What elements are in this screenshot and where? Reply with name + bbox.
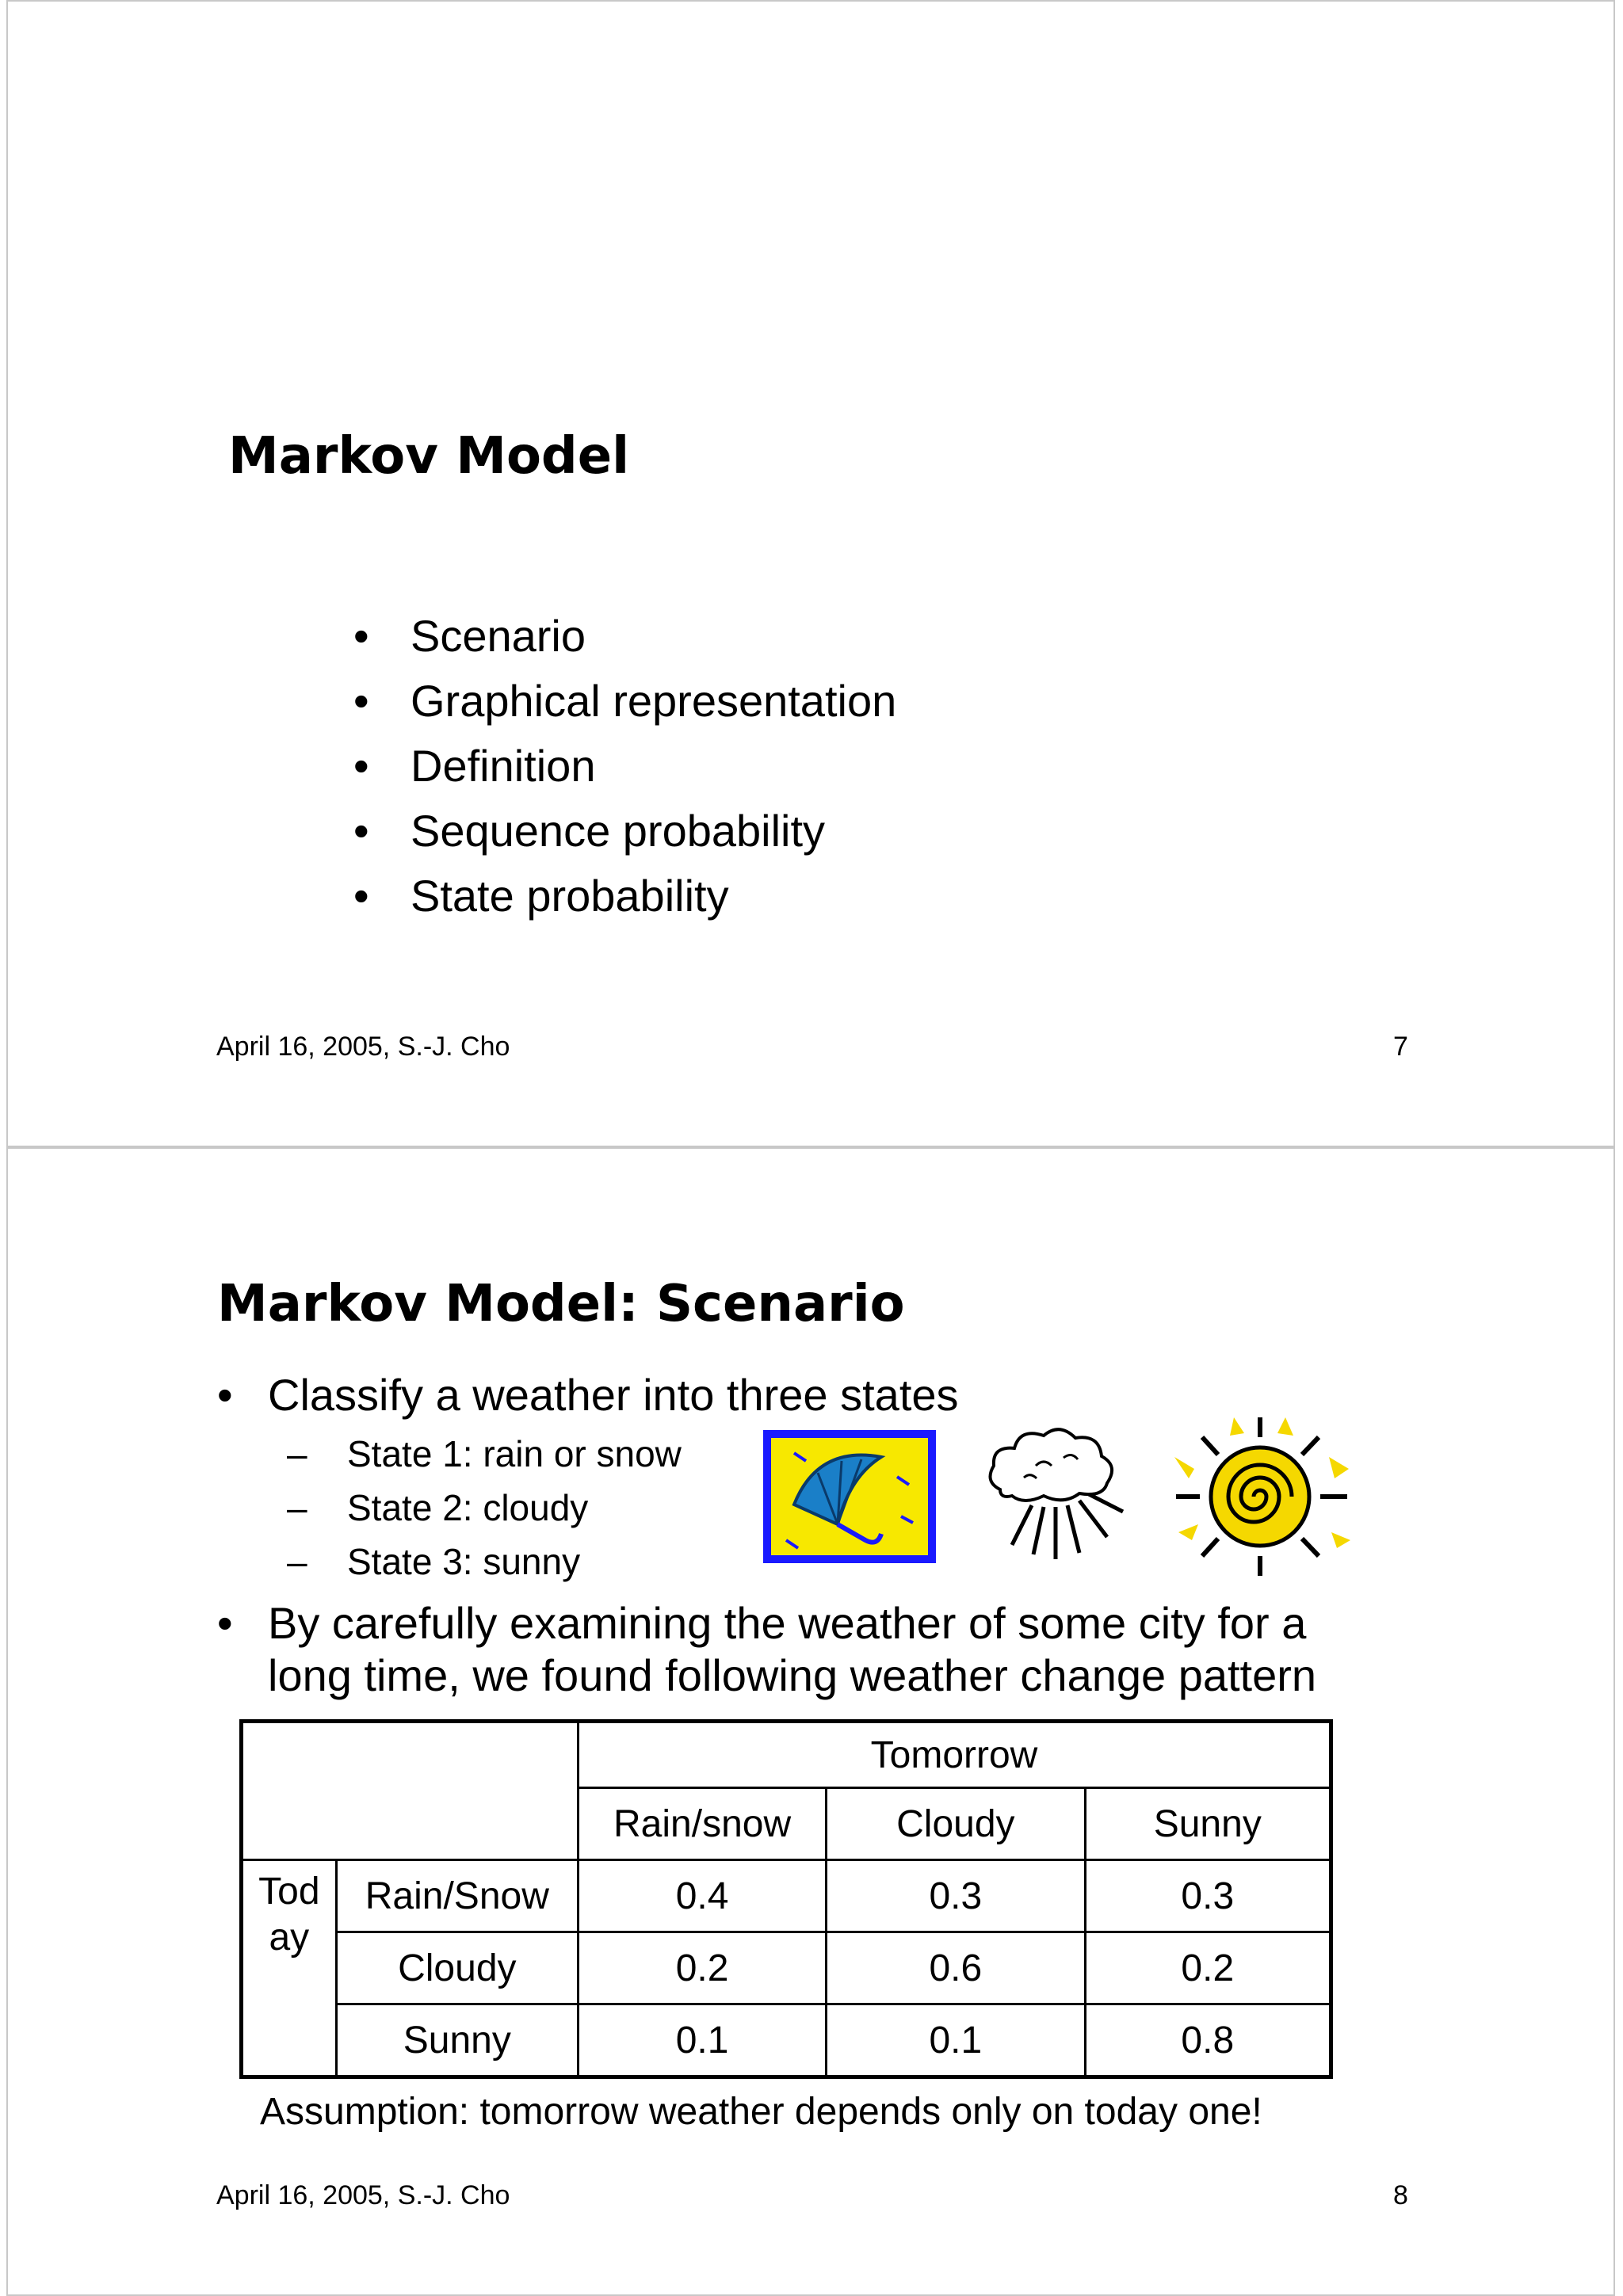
col-header: Sunny xyxy=(1085,1788,1331,1860)
slide-title: Markov Model xyxy=(228,427,630,486)
bullet-marker: • xyxy=(217,1598,233,1648)
sub-bullet xyxy=(287,1486,588,1529)
bullet-text-line2: long time, we found following weather change pattern xyxy=(268,1650,1317,1700)
bullet-examining-cont xyxy=(217,1650,1316,1701)
table-row xyxy=(242,1932,1331,2004)
list-item: • State probability xyxy=(353,864,896,929)
table-cell: 0.3 xyxy=(1085,1860,1331,1932)
list-item: • Graphical representation xyxy=(353,669,896,734)
table-row xyxy=(242,2004,1331,2077)
sub-bullet-text: State 2: cloudy xyxy=(347,1487,589,1528)
today-label-line1: Tod xyxy=(258,1871,320,1913)
transition-table xyxy=(239,1719,1333,2079)
list-item: • Scenario xyxy=(353,604,896,669)
row-label: Cloudy xyxy=(336,1932,578,2004)
col-header: Rain/snow xyxy=(578,1788,826,1860)
bullet-text-line1: By carefully examining the weather of some city for a xyxy=(268,1598,1307,1648)
page-number: 8 xyxy=(1393,2180,1408,2210)
sun-icon xyxy=(1167,1413,1357,1580)
footer-date-author: April 16, 2005, S.-J. Cho xyxy=(216,2180,510,2210)
bullet-list xyxy=(353,604,896,929)
dash-marker: – xyxy=(287,1433,307,1474)
table-cell: 0.1 xyxy=(827,2004,1085,2077)
tomorrow-header: Tomorrow xyxy=(578,1722,1331,1788)
table-cell: 0.4 xyxy=(578,1860,826,1932)
footer-date-author: April 16, 2005, S.-J. Cho xyxy=(216,1032,510,1062)
row-label: Sunny xyxy=(336,2004,578,2077)
bullet-classify xyxy=(217,1369,959,1421)
col-header: Cloudy xyxy=(827,1788,1085,1860)
today-label xyxy=(242,1860,337,2077)
list-item: • Sequence probability xyxy=(353,799,896,864)
slide-title: Markov Model: Scenario xyxy=(217,1275,905,1333)
table-cell: 0.3 xyxy=(827,1860,1085,1932)
bullet-text: Classify a weather into three states xyxy=(268,1370,959,1420)
table-cell: 0.1 xyxy=(578,2004,826,2077)
list-item: • Definition xyxy=(353,734,896,799)
page-number: 7 xyxy=(1393,1032,1408,1062)
dash-marker: – xyxy=(287,1541,307,1582)
cloud-icon xyxy=(976,1418,1127,1577)
slide-7 xyxy=(6,0,1615,1147)
assumption-note: Assumption: tomorrow weather depends only on today one! xyxy=(260,2091,1262,2133)
table-cell: 0.8 xyxy=(1085,2004,1331,2077)
table-cell: 0.6 xyxy=(827,1932,1085,2004)
umbrella-icon xyxy=(762,1429,937,1564)
dash-marker: – xyxy=(287,1487,307,1528)
table-cell: 0.2 xyxy=(578,1932,826,2004)
table-row xyxy=(242,1860,1331,1932)
row-label: Rain/Snow xyxy=(336,1860,578,1932)
sub-bullet-text: State 3: sunny xyxy=(347,1541,581,1582)
sub-bullet-text: State 1: rain or snow xyxy=(347,1433,682,1474)
bullet-marker: • xyxy=(217,1370,233,1420)
today-label-line2: ay xyxy=(269,1917,310,1958)
sub-bullet xyxy=(287,1540,580,1583)
empty-header-cell xyxy=(242,1722,579,1860)
table-cell: 0.2 xyxy=(1085,1932,1331,2004)
sub-bullet xyxy=(287,1432,682,1475)
bullet-examining xyxy=(217,1597,1306,1649)
